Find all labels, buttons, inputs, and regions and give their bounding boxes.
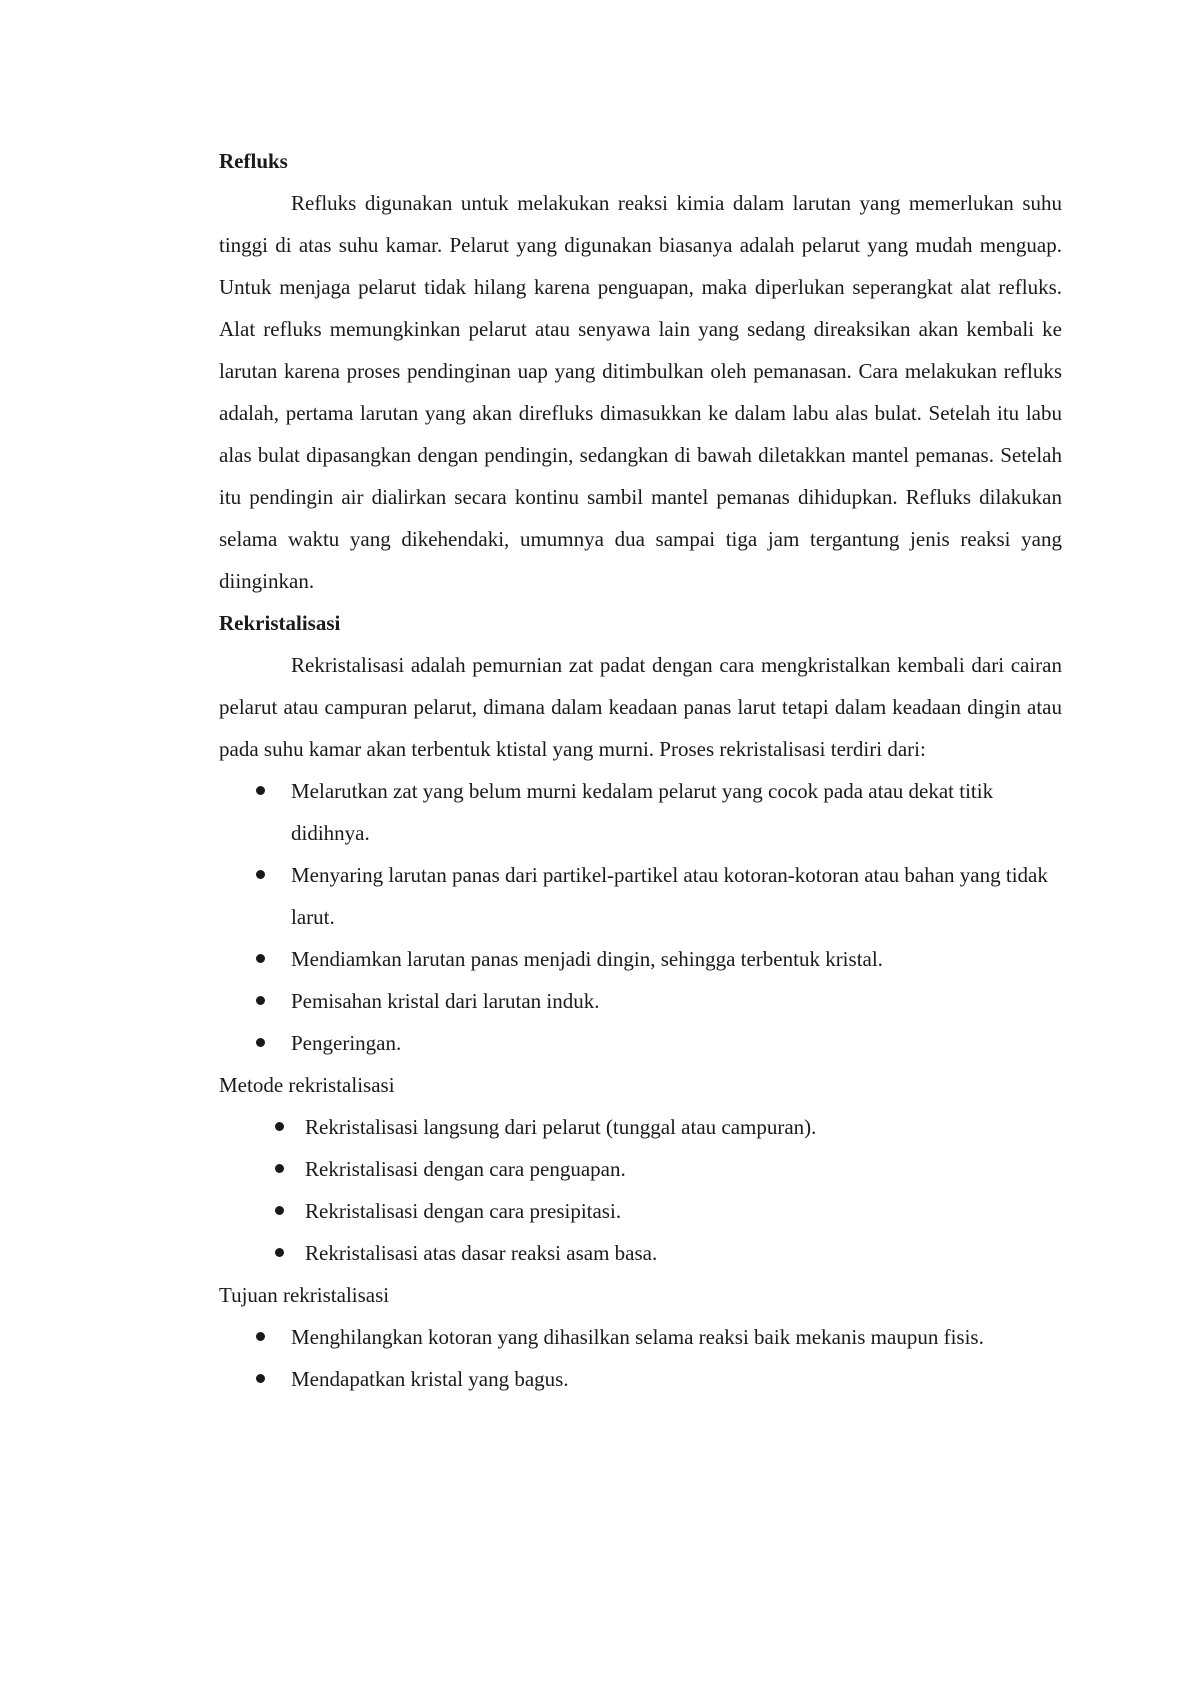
heading-rekristalisasi: Rekristalisasi xyxy=(219,611,341,635)
list-item xyxy=(219,1358,1062,1400)
label-tujuan-rekristalisasi: Tujuan rekristalisasi xyxy=(219,1283,390,1307)
metode-list xyxy=(219,1106,1062,1274)
bullet-icon xyxy=(275,1248,284,1257)
list-item-text: Rekristalisasi dengan cara penguapan. xyxy=(305,1157,626,1181)
list-item xyxy=(219,1106,1062,1148)
bullet-icon xyxy=(256,1332,265,1341)
list-item-text: Menghilangkan kotoran yang dihasilkan selama reaksi baik mekanis maupun fisis. xyxy=(291,1325,984,1349)
list-item-text: Mendiamkan larutan panas menjadi dingin, sehingga terbentuk kristal. xyxy=(291,947,883,971)
tujuan-list xyxy=(219,1316,1062,1400)
list-item-text: Rekristalisasi dengan cara presipitasi. xyxy=(305,1199,622,1223)
list-item xyxy=(219,1022,1062,1064)
list-item xyxy=(219,770,1062,854)
rekristalisasi-steps-list xyxy=(219,770,1062,1064)
list-item-text: Pengeringan. xyxy=(291,1031,402,1055)
list-item-text: Rekristalisasi atas dasar reaksi asam basa. xyxy=(305,1241,658,1265)
bullet-icon xyxy=(275,1122,284,1131)
document-page xyxy=(219,140,1062,1400)
list-item xyxy=(219,854,1062,938)
bullet-icon xyxy=(256,870,265,879)
bullet-icon xyxy=(256,954,265,963)
list-item-text: Menyaring larutan panas dari partikel-partikel atau kotoran-kotoran atau bahan yang tidak larut. xyxy=(291,863,1048,929)
list-item xyxy=(219,1232,1062,1274)
paragraph-rekristalisasi: Rekristalisasi adalah pemurnian zat padat dengan cara mengkristalkan kembali dari cairan pelarut atau campuran pelarut, dimana dalam keadaan panas larut tetapi dalam keadaan dingin atau pada suhu kamar akan terbentuk ktistal yang murni. Proses rekristalisasi terdiri dari: xyxy=(219,653,1062,761)
label-metode-rekristalisasi: Metode rekristalisasi xyxy=(219,1073,395,1097)
list-item-text: Melarutkan zat yang belum murni kedalam pelarut yang cocok pada atau dekat titik didihnya. xyxy=(291,779,994,845)
bullet-icon xyxy=(256,1038,265,1047)
bullet-icon xyxy=(256,1374,265,1383)
bullet-icon xyxy=(256,786,265,795)
list-item xyxy=(219,1316,1062,1358)
heading-refluks: Refluks xyxy=(219,149,288,173)
bullet-icon xyxy=(275,1206,284,1215)
list-item-text: Pemisahan kristal dari larutan induk. xyxy=(291,989,600,1013)
list-item xyxy=(219,1148,1062,1190)
list-item xyxy=(219,1190,1062,1232)
list-item xyxy=(219,938,1062,980)
paragraph-refluks: Refluks digunakan untuk melakukan reaksi kimia dalam larutan yang memerlukan suhu tinggi di atas suhu kamar. Pelarut yang digunakan biasanya adalah pelarut yang mudah menguap. Untuk menjaga pelarut tidak hilang karena penguapan, maka diperlukan seperangkat alat refluks. Alat refluks memungkinkan pelarut atau senyawa lain yang sedang direaksikan akan kembali ke larutan karena proses pendinginan uap yang ditimbulkan oleh pemanasan. Cara melakukan refluks adalah, pertama larutan yang akan direfluks dimasukkan ke dalam labu alas bulat. Setelah itu labu alas bulat dipasangkan dengan pendingin, sedangkan di bawah diletakkan mantel pemanas. Setelah itu pendingin air dialirkan secara kontinu sambil mantel pemanas dihidupkan. Refluks dilakukan selama waktu yang dikehendaki, umumnya dua sampai tiga jam tergantung jenis reaksi yang diinginkan. xyxy=(219,191,1062,593)
bullet-icon xyxy=(256,996,265,1005)
list-item-text: Mendapatkan kristal yang bagus. xyxy=(291,1367,569,1391)
bullet-icon xyxy=(275,1164,284,1173)
list-item-text: Rekristalisasi langsung dari pelarut (tunggal atau campuran). xyxy=(305,1115,817,1139)
list-item xyxy=(219,980,1062,1022)
